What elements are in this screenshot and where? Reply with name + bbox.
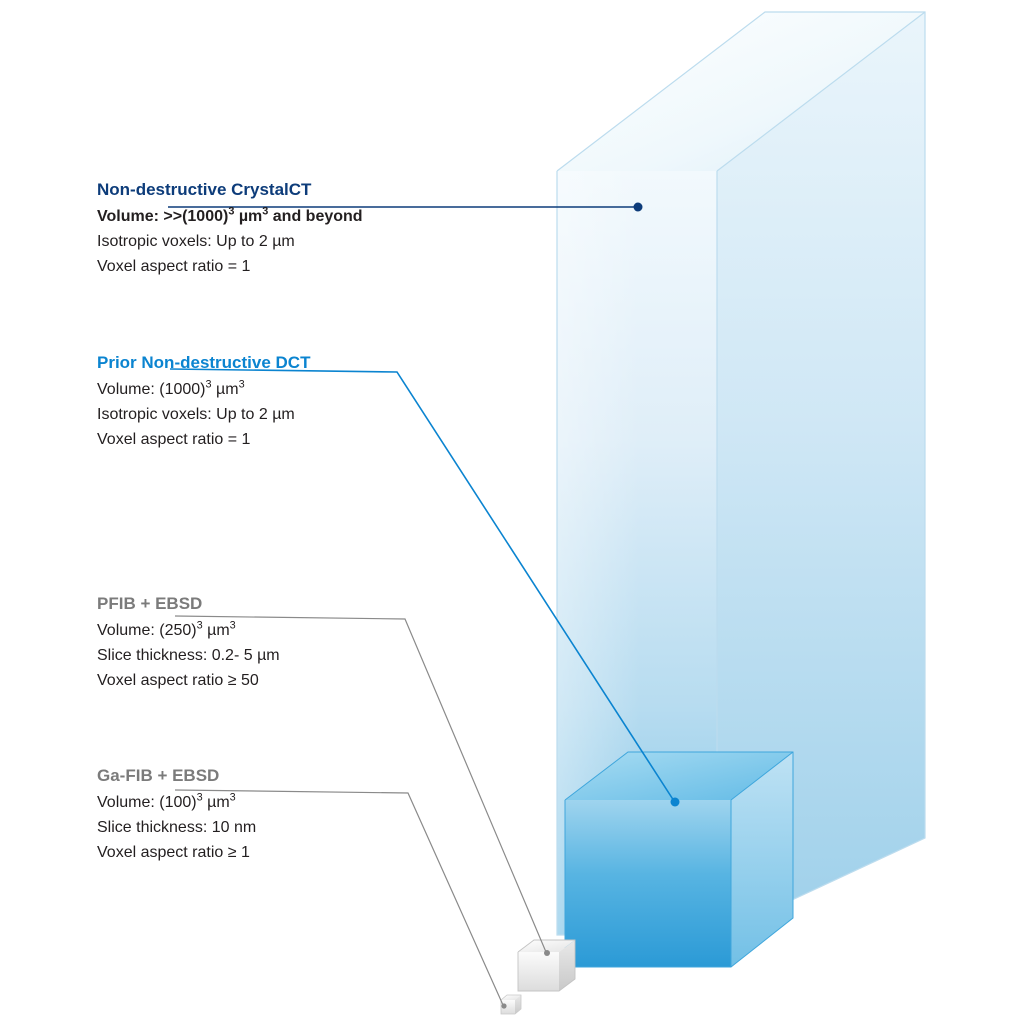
annotation-pfib xyxy=(97,593,280,693)
annotation-pfib-title: PFIB + EBSD xyxy=(97,594,203,613)
annotation-pfib-line-3: Voxel aspect ratio ≥ 50 xyxy=(97,672,259,689)
annotation-dct xyxy=(97,352,310,452)
annotation-gafib-line-2: Slice thickness: 10 nm xyxy=(97,819,257,836)
annotation-crystalct-line-2: Isotropic voxels: Up to 2 µm xyxy=(97,233,295,250)
annotation-pfib-line-2: Slice thickness: 0.2- 5 µm xyxy=(97,647,280,664)
annotation-gafib-line-3: Voxel aspect ratio ≥ 1 xyxy=(97,844,250,861)
annotation-dct-line-2: Isotropic voxels: Up to 2 µm xyxy=(97,406,295,423)
annotation-gafib-title: Ga-FIB + EBSD xyxy=(97,766,220,785)
annotation-crystalct xyxy=(97,179,363,279)
annotation-dct-line-3: Voxel aspect ratio = 1 xyxy=(97,431,251,448)
annotation-pfib-line-1: Volume: $(250)^3$ µm$^3$ xyxy=(97,619,236,639)
annotation-crystalct-line-1: Volume: $>>(1000)^3$ µm$^3$ and beyond xyxy=(97,205,363,225)
annotation-dct-title: Prior Non-destructive DCT xyxy=(97,353,311,372)
annotation-gafib xyxy=(97,765,256,865)
annotation-gafib-line-1: Volume: $(100)^3$ µm$^3$ xyxy=(97,791,236,811)
annotation-dct-line-1: Volume: $(1000)^3$ µm$^3$ xyxy=(97,378,245,398)
annotation-crystalct-line-3: Voxel aspect ratio = 1 xyxy=(97,258,251,275)
annotation-crystalct-title: Non-destructive CrystalCT xyxy=(97,180,312,199)
